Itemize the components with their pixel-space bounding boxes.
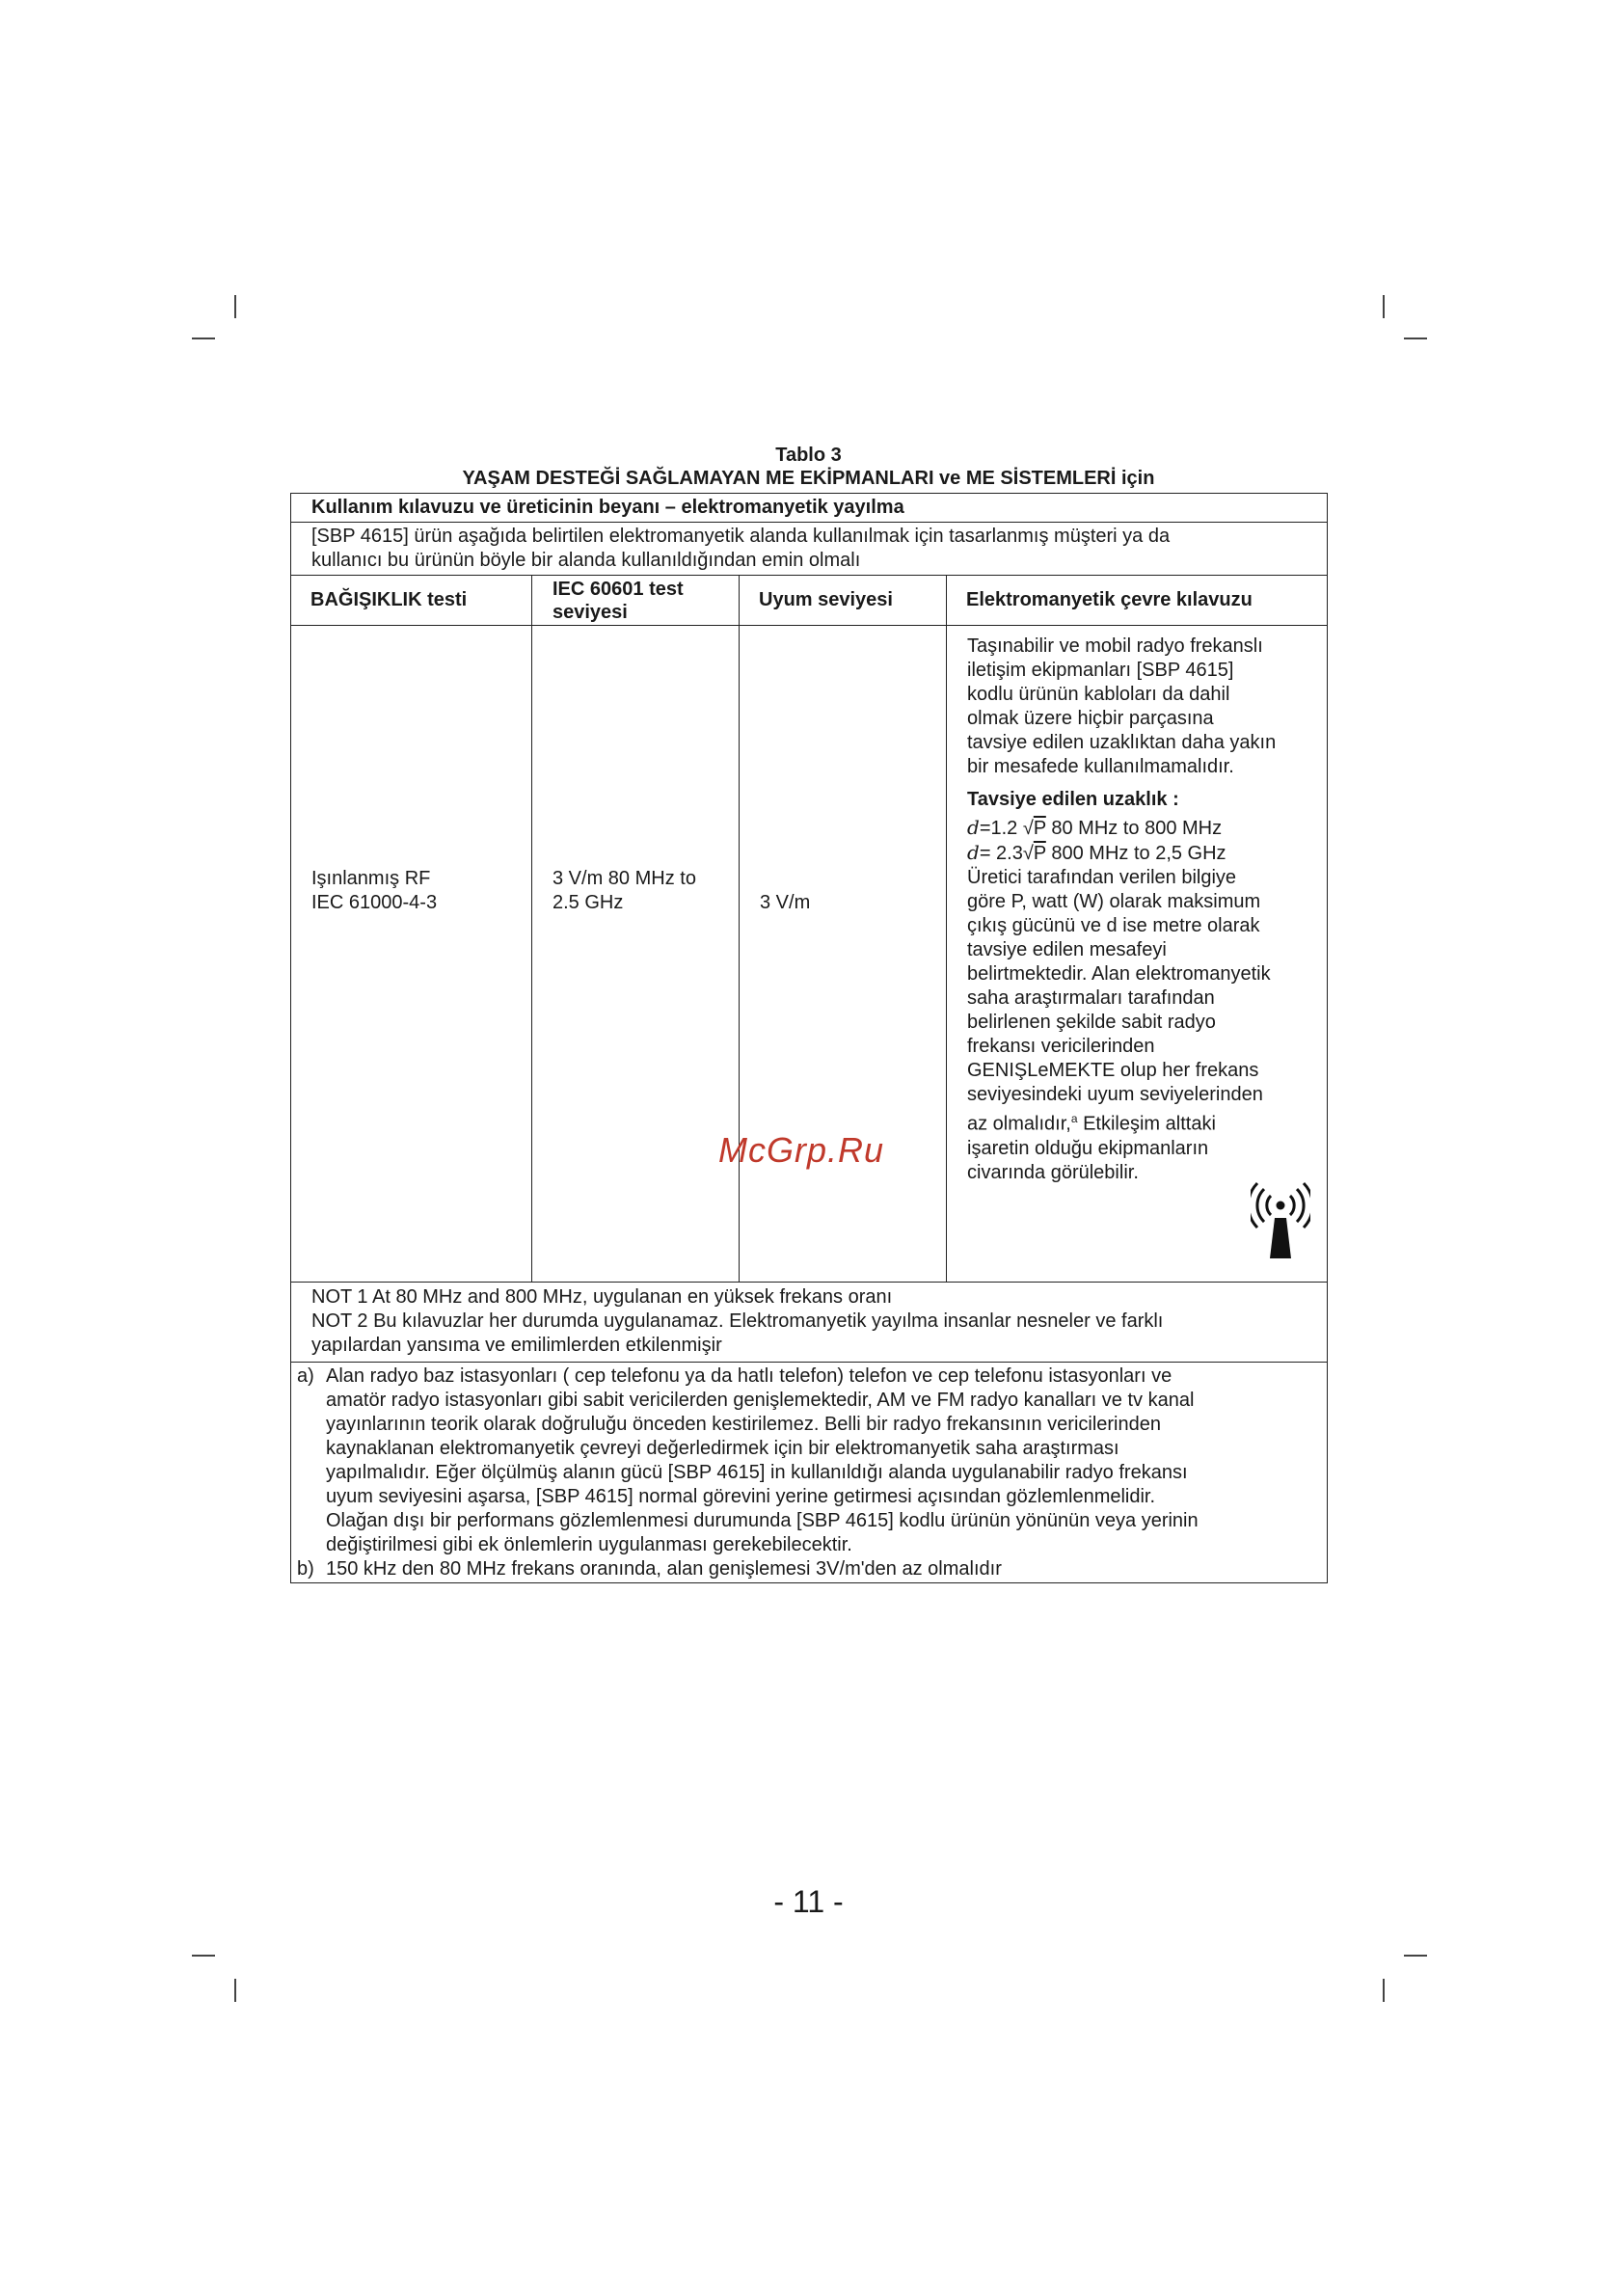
crop-mark <box>192 338 215 339</box>
compliance-value: 3 V/m <box>760 892 811 913</box>
header-test-level <box>532 576 740 625</box>
formula-p: P <box>1033 818 1046 839</box>
formula-expression: = 2.3√ <box>979 843 1034 864</box>
footnote-line: yayınlarının teorik olarak doğruluğu önceden kestirilemez. Belli bir radyo frekansının vericilerinden <box>326 1414 1161 1435</box>
crop-mark <box>1383 295 1385 318</box>
intro-line: [SBP 4615] ürün aşağıda belirtilen elektromanyetik alanda kullanılmak için tasarlanmış müşteri ya da <box>311 526 1171 547</box>
table-title: YAŞAM DESTEĞİ SAĞLAMAYAN ME EKİPMANLARI ve ME SİSTEMLERİ için <box>462 468 1155 489</box>
guidance-line: belirlenen şekilde sabit radyo <box>967 1012 1216 1033</box>
distance-title: Tavsiye edilen uzaklık : <box>967 789 1179 810</box>
guidance-text: az olmalıdır, <box>967 1113 1071 1135</box>
guidance-line: Taşınabilir ve mobil radyo frekanslı <box>967 635 1263 657</box>
footnote-label: b) <box>297 1558 314 1580</box>
guidance-line: çıkış gücünü ve d ise metre olarak <box>967 915 1260 936</box>
guidance-line: olmak üzere hiçbir parçasına <box>967 708 1214 729</box>
guidance-paragraph <box>967 1137 1318 1185</box>
guidance-line: göre P, watt (W) olarak maksimum <box>967 891 1261 912</box>
guidance-line: bir mesafede kullanılmamalıdır. <box>967 756 1234 777</box>
guidance-line: GENIŞLeMEKTE olup her frekans <box>967 1060 1259 1081</box>
guidance-line: frekansı vericilerinden <box>967 1036 1155 1057</box>
footnote-line: Alan radyo baz istasyonları ( cep telefonu ya da hatlı telefon) telefon ve cep telefonu istasyonları ve <box>326 1365 1172 1387</box>
table-header-row <box>291 576 1327 626</box>
crop-mark <box>192 1955 215 1957</box>
formula-2 <box>967 841 1318 866</box>
header-test-level-line: IEC 60601 test <box>552 578 684 600</box>
guidance-line: iletişim ekipmanları [SBP 4615] <box>967 660 1234 681</box>
header-compliance-level: Uyum seviyesi <box>740 576 947 625</box>
footnote-label: a) <box>297 1365 314 1387</box>
footnote-text <box>326 1364 1327 1557</box>
guidance-line: saha araştırmaları tarafından <box>967 987 1215 1009</box>
crop-mark <box>1383 1979 1385 2002</box>
formula-range: 80 MHz to 800 MHz <box>1045 818 1223 839</box>
guidance-paragraph <box>967 635 1318 779</box>
table-row <box>291 626 1327 1283</box>
test-standard: IEC 61000-4-3 <box>311 892 438 913</box>
table-intro <box>291 523 1327 576</box>
intro-line: kullanıcı bu ürünün böyle bir alanda kullanıldığından emin olmalı <box>311 550 861 571</box>
footnote-line: değiştirilmesi gibi ek önlemlerin uygulanması gerekebilecektir. <box>326 1534 852 1555</box>
guidance-line: tavsiye edilen mesafeyi <box>967 939 1167 960</box>
footnote-ref: a <box>1070 1112 1078 1125</box>
table-footnotes <box>291 1363 1327 1582</box>
header-immunity-test: BAĞIŞIKLIK testi <box>291 576 532 625</box>
guidance-line: seviyesindeki uyum seviyelerinden <box>967 1084 1263 1105</box>
guidance-line: tavsiye edilen uzaklıktan daha yakın <box>967 732 1277 753</box>
note-2: NOT 2 Bu kılavuzlar her durumda uygulanamaz. Elektromanyetik yayılma insanlar nesneler ve farklı <box>311 1310 1164 1332</box>
header-guidance: Elektromanyetik çevre kılavuzu <box>966 589 1253 610</box>
note-1: NOT 1 At 80 MHz and 800 MHz, uygulanan en yüksek frekans oranı <box>311 1286 893 1308</box>
table-number: Tablo 3 <box>775 445 842 466</box>
guidance-text: Etkileşim alttaki <box>1077 1113 1216 1135</box>
cell-immunity-test <box>291 626 532 1282</box>
emc-table <box>290 493 1328 1583</box>
formula-variable: d <box>967 841 980 864</box>
formula-p: P <box>1033 843 1046 864</box>
crop-mark <box>234 295 236 318</box>
formula-expression: =1.2 √ <box>979 818 1034 839</box>
table-notes <box>291 1283 1327 1363</box>
footnote-line: amatör radyo istasyonları gibi sabit vericilerden genişlemektedir, AM ve FM radyo kanalları ve tv kanal <box>326 1390 1195 1411</box>
table-heading: Kullanım kılavuzu ve üreticinin beyanı – elektromanyetik yayılma <box>291 494 1327 523</box>
guidance-line: işaretin olduğu ekipmanların <box>967 1137 1209 1159</box>
formula-range: 800 MHz to 2,5 GHz <box>1045 843 1226 864</box>
cell-guidance <box>947 626 1326 1282</box>
footnote-text: 150 kHz den 80 MHz frekans oranında, alan genişlemesi 3V/m'den az olmalıdır <box>326 1558 1002 1580</box>
watermark: McGrp.Ru <box>718 1130 885 1170</box>
cell-compliance-level <box>740 626 947 1282</box>
footnote-line: kaynaklanan elektromanyetik çevreyi değerledirmek için bir elektromanyetik saha araştırması <box>326 1438 1119 1459</box>
test-level-line: 2.5 GHz <box>552 892 624 913</box>
guidance-line: kodlu ürünün kabloları da dahil <box>967 684 1230 705</box>
footnote-b <box>291 1557 1327 1581</box>
non-ionizing-radiation-icon <box>1251 1179 1310 1260</box>
footnote-line: Olağan dışı bir performans gözlemlenmesi durumunda [SBP 4615] kodlu ürünün yönünün veya yerinin <box>326 1510 1199 1531</box>
header-test-level-line: seviyesi <box>552 601 628 623</box>
guidance-paragraph <box>967 866 1318 1107</box>
crop-mark <box>1404 338 1427 339</box>
crop-mark <box>1404 1955 1427 1957</box>
page-number: - 11 - <box>773 1884 844 1919</box>
footnote-line: uyum seviyesini aşarsa, [SBP 4615] normal görevini yerine getirmesi açısından gözlemlenmelidir. <box>326 1486 1156 1507</box>
footnote-line: yapılmalıdır. Eğer ölçülmüş alanın gücü [SBP 4615] in kullanıldığı alanda uygulanabilir radyo frekansı <box>326 1462 1188 1483</box>
note-2-continued: yapılardan yansıma ve emilimlerden etkilenmişir <box>311 1335 722 1356</box>
guidance-line: belirtmektedir. Alan elektromanyetik <box>967 963 1271 985</box>
guidance-line: Üretici tarafından verilen bilgiye <box>967 867 1237 888</box>
footnote-a <box>291 1364 1327 1557</box>
cell-test-level <box>532 626 740 1282</box>
formula-1 <box>967 816 1318 841</box>
formula-variable: d <box>967 816 980 839</box>
test-level-line: 3 V/m 80 MHz to <box>552 868 696 889</box>
test-name: Işınlanmış RF <box>311 868 431 889</box>
guidance-line: civarında görülebilir. <box>967 1161 1139 1183</box>
crop-mark <box>234 1979 236 2002</box>
guidance-line <box>967 1107 1318 1137</box>
